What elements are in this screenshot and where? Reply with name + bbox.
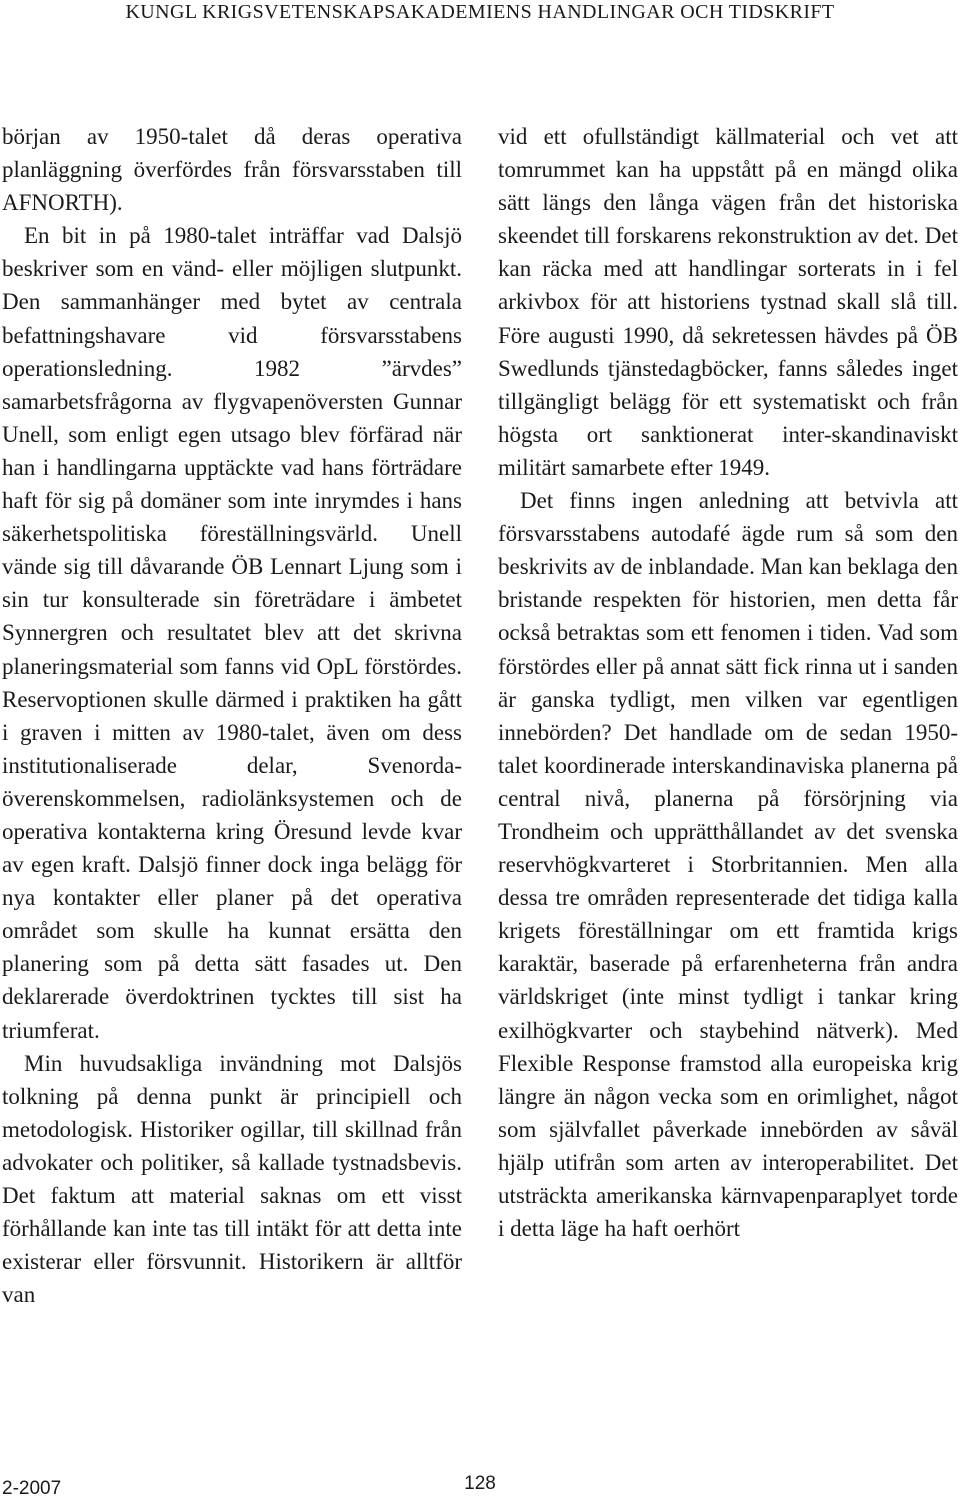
right-paragraph-1: vid ett ofullständigt källmaterial och vet att tomrummet kan ha uppstått på en mängd olika sätt längs den långa vägen från det historiska skeendet till forskarens rekonstruktion av det. Det kan räcka med att handlingar sorterats in i fel arkivbox för att historiens tystnad skall slå till. Före augusti 1990, då sekretessen hävdes på ÖB Swedlunds tjänstedagböcker, fanns således inget tillgängligt belägg för ett systematiskt och från högsta ort sanktionerat inter-skandinaviskt militärt samarbete efter 1949. <box>498 124 958 480</box>
left-paragraph-3: Min huvudsakliga invändning mot Dalsjös tolkning på denna punkt är principiell och metodologisk. Historiker ogillar, till skillnad från advokater och politiker, så kallade tystnadsbevis. Det faktum att material saknas om ett visst förhållande kan inte tas till intäkt för att detta inte existerar eller försvunnit. Historikern är alltför van <box>2 1050 462 1308</box>
right-paragraph-2: Det finns ingen anledning att betvivla att försvarsstabens autodafé ägde rum så som den beskrivits av de inblandade. Man kan beklaga den bristande respekten för historien, men detta får också betraktas som ett fenomen i tiden. Vad som förstördes eller på annat sätt fick rinna ut i sanden är ganska tydligt, men vilken var egentligen innebörden? Det handlade om de sedan 1950-talet koordinerade interskandinaviska planerna på central nivå, planerna på försörjning via Trondheim och upprätthållandet av det svenska reservhögkvarteret i Storbritannien. Men alla dessa tre områden representerade det tidiga kalla krigets föreställningar om ett framtida krigs karaktär, baserade på erfarenheterna från andra världskriget (inte minst tydligt i tankar kring exilhögkvarter och staybehind nätverk). Med Flexible Response framstod alla europeiska krig längre än någon vecka som en orimlighet, något som självfallet påverkade innebörden av såväl hjälp utifrån som arten av interoperabilitet. Det utsträckta amerikanska kärnvapenparaplyet torde i detta läge ha haft oerhört <box>498 488 958 1242</box>
right-column <box>498 120 958 1245</box>
left-paragraph-1: början av 1950-talet då deras operativa planläggning överfördes från försvarsstaben till AFNORTH). <box>2 124 462 216</box>
page-number: 128 <box>464 1473 496 1494</box>
left-column <box>2 120 462 1311</box>
issue-number: 2-2007 <box>2 1478 62 1499</box>
left-paragraph-2: En bit in på 1980-talet inträffar vad Dalsjö beskriver som en vänd- eller möjligen slutpunkt. Den sammanhänger med bytet av centrala befattningshavare vid försvarsstabens operationsledning. 1982 ”ärvdes” samarbetsfrågorna av flygvapenöversten Gunnar Unell, som enligt egen utsago blev förfärad när han i handlingarna upptäckte vad hans förträdare haft för sig på domäner som inte inrymdes i hans säkerhetspolitiska föreställningsvärld. Unell vände sig till dåvarande ÖB Lennart Ljung som i sin tur konsulterade sin företrädare i ämbetet Synnergren och resultatet blev att det skrivna planeringsmaterial som fanns vid OpL förstördes. Reservoptionen skulle därmed i praktiken ha gått i graven i mitten av 1980-talet, även om dess institutionaliserade delar, Svenorda-överenskommelsen, radiolänksystemen och de operativa kontakterna kring Öresund levde kvar av egen kraft. Dalsjö finner dock inga belägg för nya kontakter eller planer på det operativa området som skulle ha kunnat ersätta den planering som på detta sätt fasades ut. Den deklarerade överdoktrinen tycktes till sist ha triumferat. <box>2 223 462 1043</box>
running-head: KUNGL KRIGSVETENSKAPSAKADEMIENS HANDLINGAR OCH TIDSKRIFT <box>125 1 835 23</box>
